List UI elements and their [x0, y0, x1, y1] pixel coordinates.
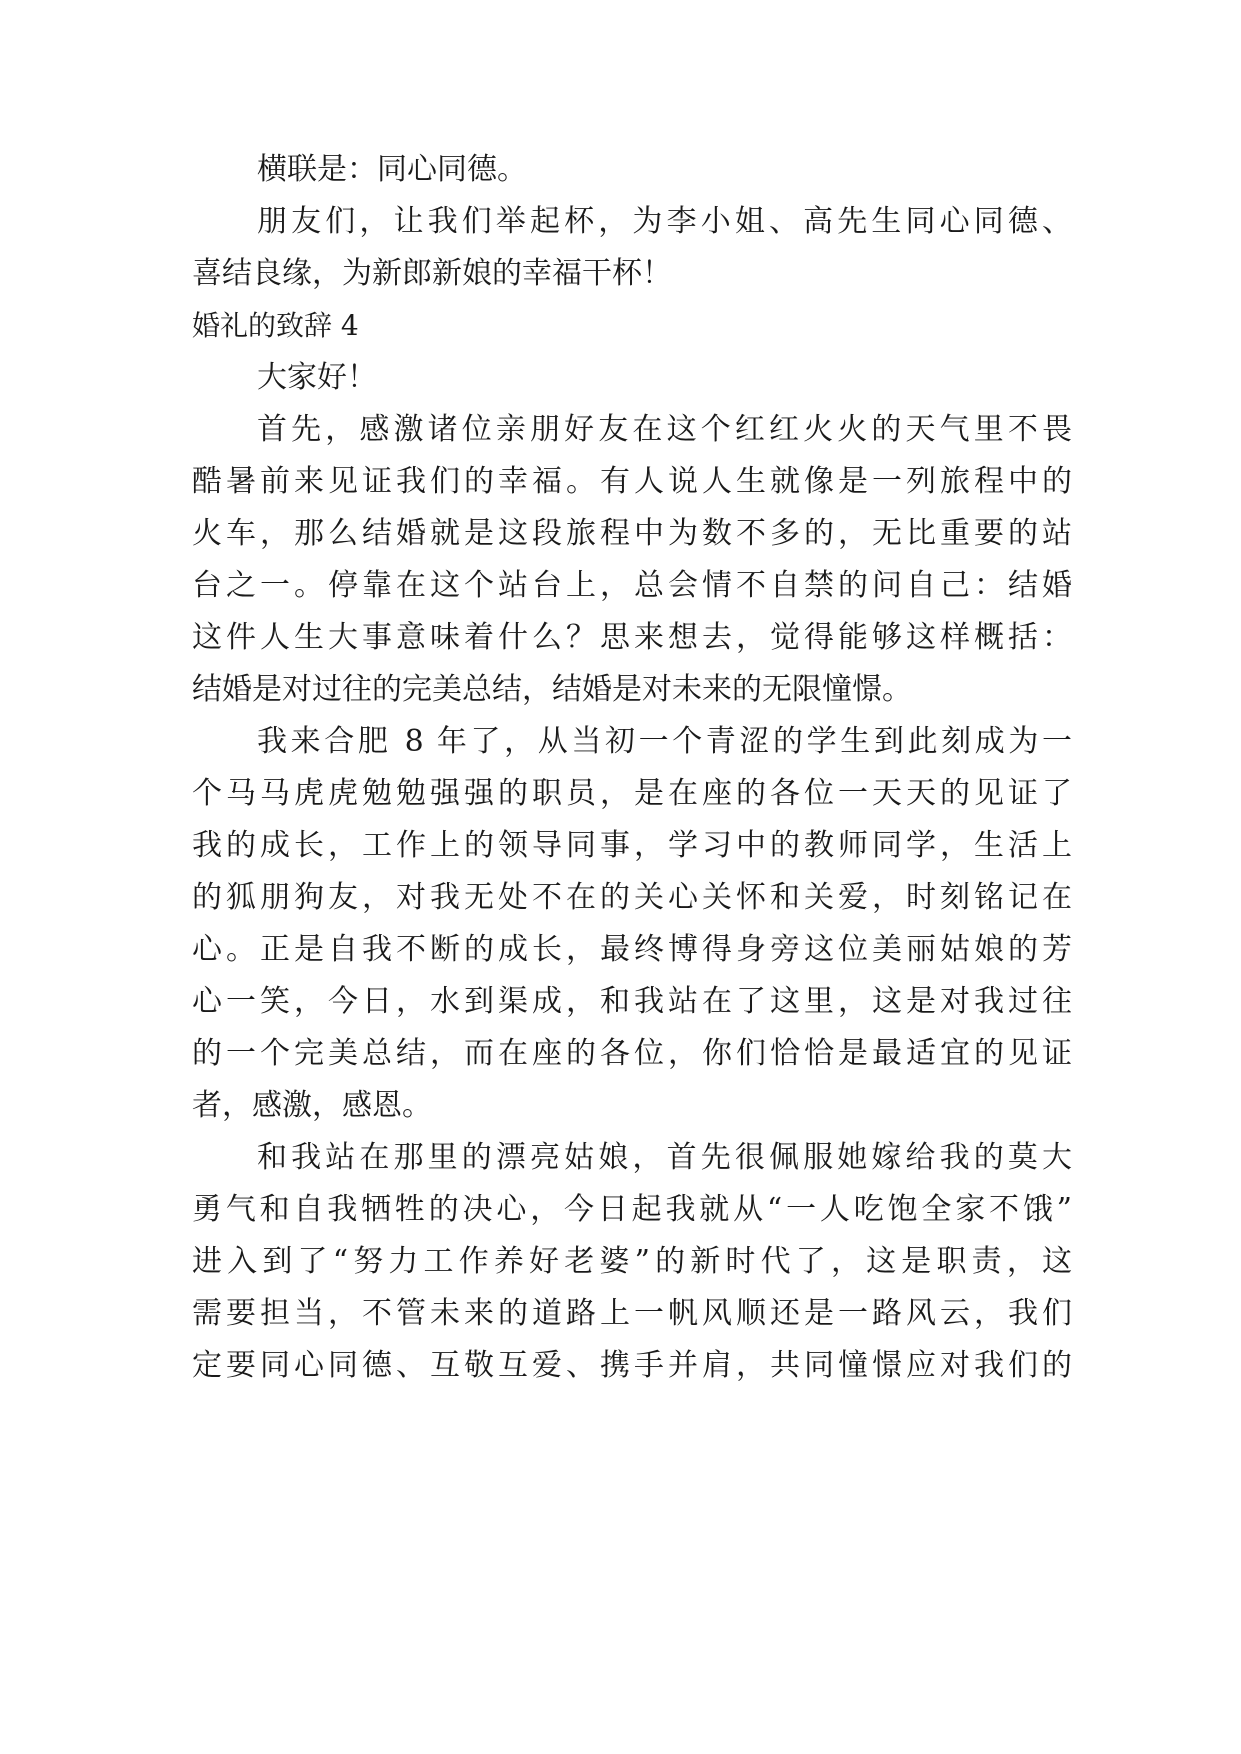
- growth-paragraph-line-8: 者，感激，感恩。: [192, 1088, 432, 1123]
- thanks-paragraph-line-2: 酷暑前来见证我们的幸福。有人说人生就像是一列旅程中的: [192, 464, 1072, 499]
- toast-paragraph-line-2: 喜结良缘，为新郎新娘的幸福干杯！: [192, 256, 672, 291]
- growth-paragraph-line-6: 心一笑，今日，水到渠成，和我站在了这里，这是对我过往: [192, 984, 1072, 1019]
- growth-paragraph-line-5: 心。正是自我不断的成长，最终博得身旁这位美丽姑娘的芳: [192, 932, 1072, 967]
- growth-paragraph-line-1: 我来合肥 8 年了，从当初一个青涩的学生到此刻成为一: [257, 724, 1072, 759]
- section-heading: 婚礼的致辞 4: [192, 309, 359, 342]
- bride-paragraph-line-3: 进入到了“努力工作养好老婆”的新时代了，这是职责，这: [192, 1244, 1072, 1279]
- growth-paragraph-line-2: 个马马虎虎勉勉强强的职员，是在座的各位一天天的见证了: [192, 776, 1072, 811]
- toast-paragraph-line-1: 朋友们，让我们举起杯，为李小姐、高先生同心同德、: [257, 204, 1072, 239]
- thanks-paragraph-line-4: 台之一。停靠在这个站台上，总会情不自禁的问自己：结婚: [192, 568, 1072, 603]
- bride-paragraph-line-5: 定要同心同德、互敬互爱、携手并肩，共同憧憬应对我们的: [192, 1348, 1072, 1383]
- greeting-line: 大家好！: [257, 360, 377, 395]
- growth-paragraph-line-4: 的狐朋狗友，对我无处不在的关心关怀和关爱，时刻铭记在: [192, 880, 1072, 915]
- bride-paragraph-line-2: 勇气和自我牺牲的决心，今日起我就从“一人吃饱全家不饿”: [192, 1192, 1072, 1227]
- thanks-paragraph-line-1: 首先，感激诸位亲朋好友在这个红红火火的天气里不畏: [257, 412, 1072, 447]
- bride-paragraph-line-1: 和我站在那里的漂亮姑娘，首先很佩服她嫁给我的莫大: [257, 1140, 1072, 1175]
- couplet-line: 横联是：同心同德。: [257, 152, 527, 187]
- growth-paragraph-line-3: 我的成长，工作上的领导同事，学习中的教师同学，生活上: [192, 828, 1072, 863]
- thanks-paragraph-line-3: 火车，那么结婚就是这段旅程中为数不多的，无比重要的站: [192, 516, 1072, 551]
- bride-paragraph-line-4: 需要担当，不管未来的道路上一帆风顺还是一路风云，我们: [192, 1296, 1072, 1331]
- thanks-paragraph-line-6: 结婚是对过往的完美总结，结婚是对未来的无限憧憬。: [192, 672, 912, 707]
- thanks-paragraph-line-5: 这件人生大事意味着什么？思来想去，觉得能够这样概括：: [192, 620, 1072, 655]
- growth-paragraph-line-7: 的一个完美总结，而在座的各位，你们恰恰是最适宜的见证: [192, 1036, 1072, 1071]
